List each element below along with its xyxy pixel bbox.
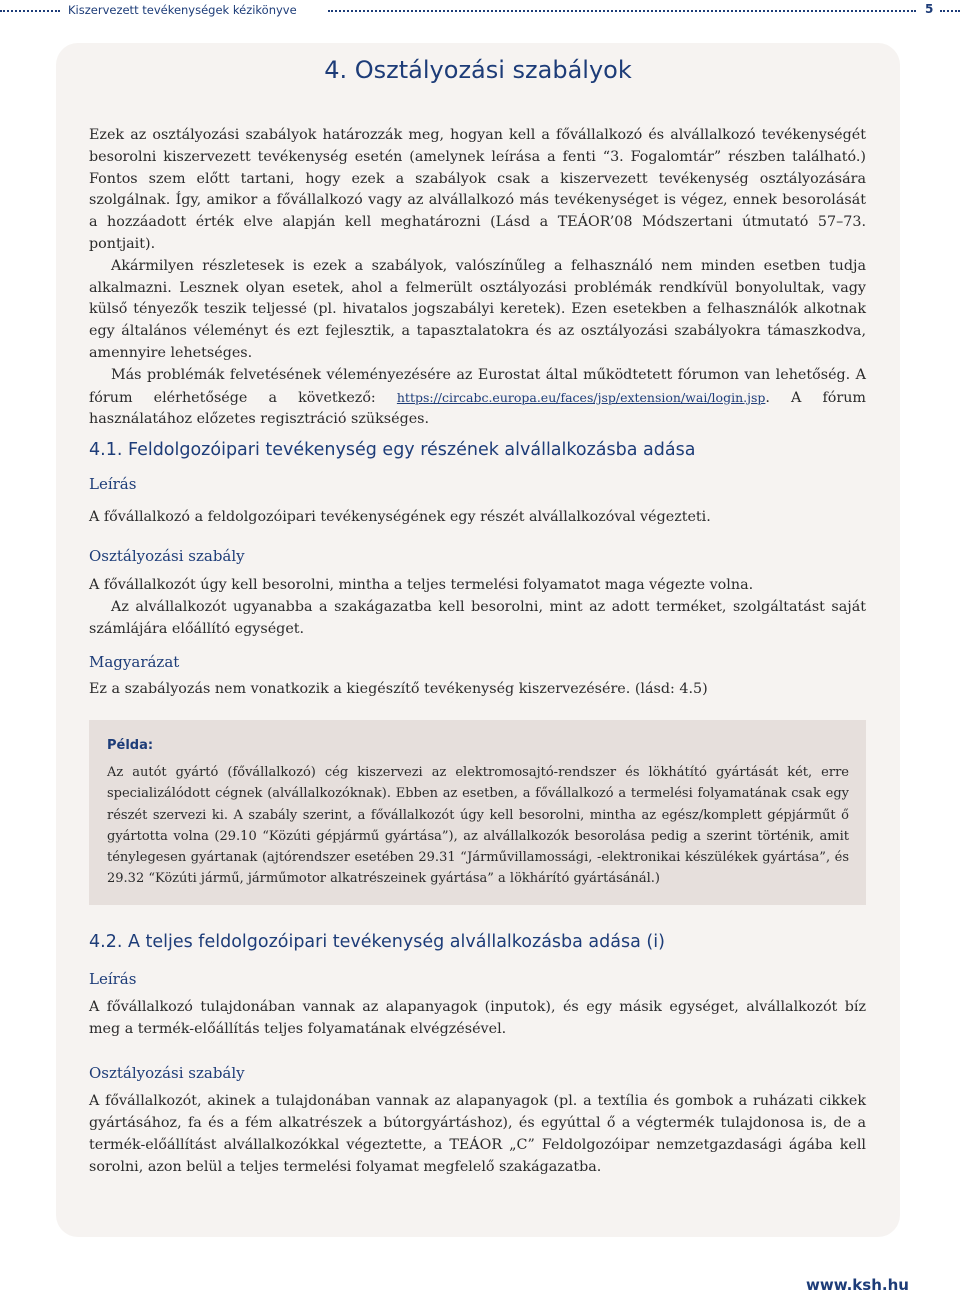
section-4-2-description-text: A fővállalkozó tulajdonában vannak az alapanyagok (inputok), és egy másik egységet, alvállalkozót bíz meg a termék-előállítás teljes folyamatának elvégzésével. [89,999,866,1037]
section-4-1-rule [89,574,866,640]
section-4-2-description [89,996,866,1040]
example-label: Példa: [107,738,154,753]
intro-paragraph-2: Akármilyen részletesek is ezek a szabályok, valószínűleg a felhasználó nem minden esetben tudja alkalmazni. Lesznek olyan esetek, ahol a felmerült osztályozási problémák rendkívül bonyolultak, vagy külső tényezők teszik teljessé (pl. hivatalos jogszabályi keretek). Ezen esetekben a felhasználók alkotnak egy általános véleményt és ezt fejlesztik, a tapasztalatokra és az osztályozási szabályokra támaszkodva, amennyire lehetséges. [89,257,866,361]
example-box [89,720,866,905]
forum-link[interactable]: https://circabc.europa.eu/faces/jsp/extension/wai/login.jsp [396,389,766,405]
header-title: Kiszervezett tevékenységek kézikönyve [68,3,297,17]
section-4-2-rule-text: A fővállalkozót, akinek a tulajdonában vannak az alapanyagok (pl. a textília és gombok a ruházati cikkek gyártásához, fa és a fém alkatrészek a bútorgyártáshoz), és egyúttal ő a végtermék tulajdonosa is, de a termék-előállítást alvállalkozókkal végeztette, a TEÁOR „C” Feldolgozóipar nemzetgazdasági ágába kell sorolni, azon belül a teljes termelési folyamat megfelelő szakágazatba. [89,1093,866,1175]
header-dots-left [0,10,60,12]
section-4-1-rule-paragraph-2: Az alvállalkozót ugyanabba a szakágazatba kell besorolni, mint az adott terméket, szolgáltatást saját számlájára előállító egységet. [89,599,866,637]
intro-paragraph-3 [89,365,866,431]
section-4-2-rule-label: Osztályozási szabály [89,1064,245,1082]
intro-paragraph-3-end: . A fórum használatához előzetes regisztráció szükséges. [89,389,866,428]
section-4-2-rule [89,1090,866,1178]
section-4-1-rule-paragraph-1: A fővállalkozót úgy kell besorolni, mintha a teljes termelési folyamatot maga végezte volna. [89,577,754,593]
header-dots-right [940,10,960,12]
section-4-1-description [89,506,866,528]
section-4-1-description-text: A fővállalkozó a feldolgozóipari tevékenységének egy részét alvállalkozóval végezteti. [89,509,711,525]
section-4-2-heading: 4.2. A teljes feldolgozóipari tevékenység alvállalkozásba adása (i) [89,932,665,952]
section-4-1-rule-label: Osztályozási szabály [89,547,245,565]
example-text: Az autót gyártó (fővállalkozó) cég kiszervezi az elektromosajtó-rendszer és lökhátító gyártását két, erre specializálódott cégnek (alvállalkozóknak). Ebben az esetben, a fővállalkozó a termelési folyamatának csak egy részét szervezi ki. A szabály szerint, a fővállalkozót úgy kell besorolni, mintha az egész/komplett gépjárműt ő gyártotta volna (29.10 “Közúti gépjármű gyártása”), az alvállalkozók besorolása pedig a szerint történik, amit ténylegesen gyártanak (ajtórendszer esetében 29.31 “Járművillamossági, -elektronikai készülékek gyártása”, és 29.32 “Közúti jármű, járműmotor alkatrészeinek gyártása” a lökhárító gyártásánál.) [107,765,849,887]
intro-paragraph-3-text: Más problémák felvetésének véleményezésére az Eurostat által működtetett fórumon van lehetőség. A fórum elérhetősége a következő: [89,366,866,406]
footer-website-link[interactable]: www.ksh.hu [806,1276,909,1294]
page-header [0,0,960,22]
section-4-1-explanation-label: Magyarázat [89,653,180,671]
page-number: 5 [925,2,934,16]
section-4-1-explanation [89,678,866,700]
section-4-1-description-label: Leírás [89,475,137,493]
section-4-2-description-label: Leírás [89,970,137,988]
page-title: 4. Osztályozási szabályok [324,56,632,84]
header-dots-middle [328,10,916,12]
section-4-1-explanation-text: Ez a szabályozás nem vonatkozik a kiegészítő tevékenység kiszervezésére. (lásd: 4.5) [89,681,708,697]
section-4-1-heading: 4.1. Feldolgozóipari tevékenység egy részének alvállalkozásba adása [89,440,696,460]
intro-paragraph-1: Ezek az osztályozási szabályok határozzák meg, hogyan kell a fővállalkozó és alvállalkozó tevékenységét besorolni kiszervezett tevékenység esetén (amelynek leírása a fenti “3. Fogalomtár” részben található.) Fontos szem előtt tartani, hogy ezek a szabályok csak a kiszervezett tevékenység osztályozására szolgálnak. Így, amikor a fővállalkozó vagy az alvállalkozó más tevékenységet is végez, ennek besorolását a hozzáadott érték elve alapján kell meghatározni (Lásd a TEÁOR’08 Módszertani útmutató 57–73. pontjait). [89,127,866,252]
intro-text [89,125,866,431]
